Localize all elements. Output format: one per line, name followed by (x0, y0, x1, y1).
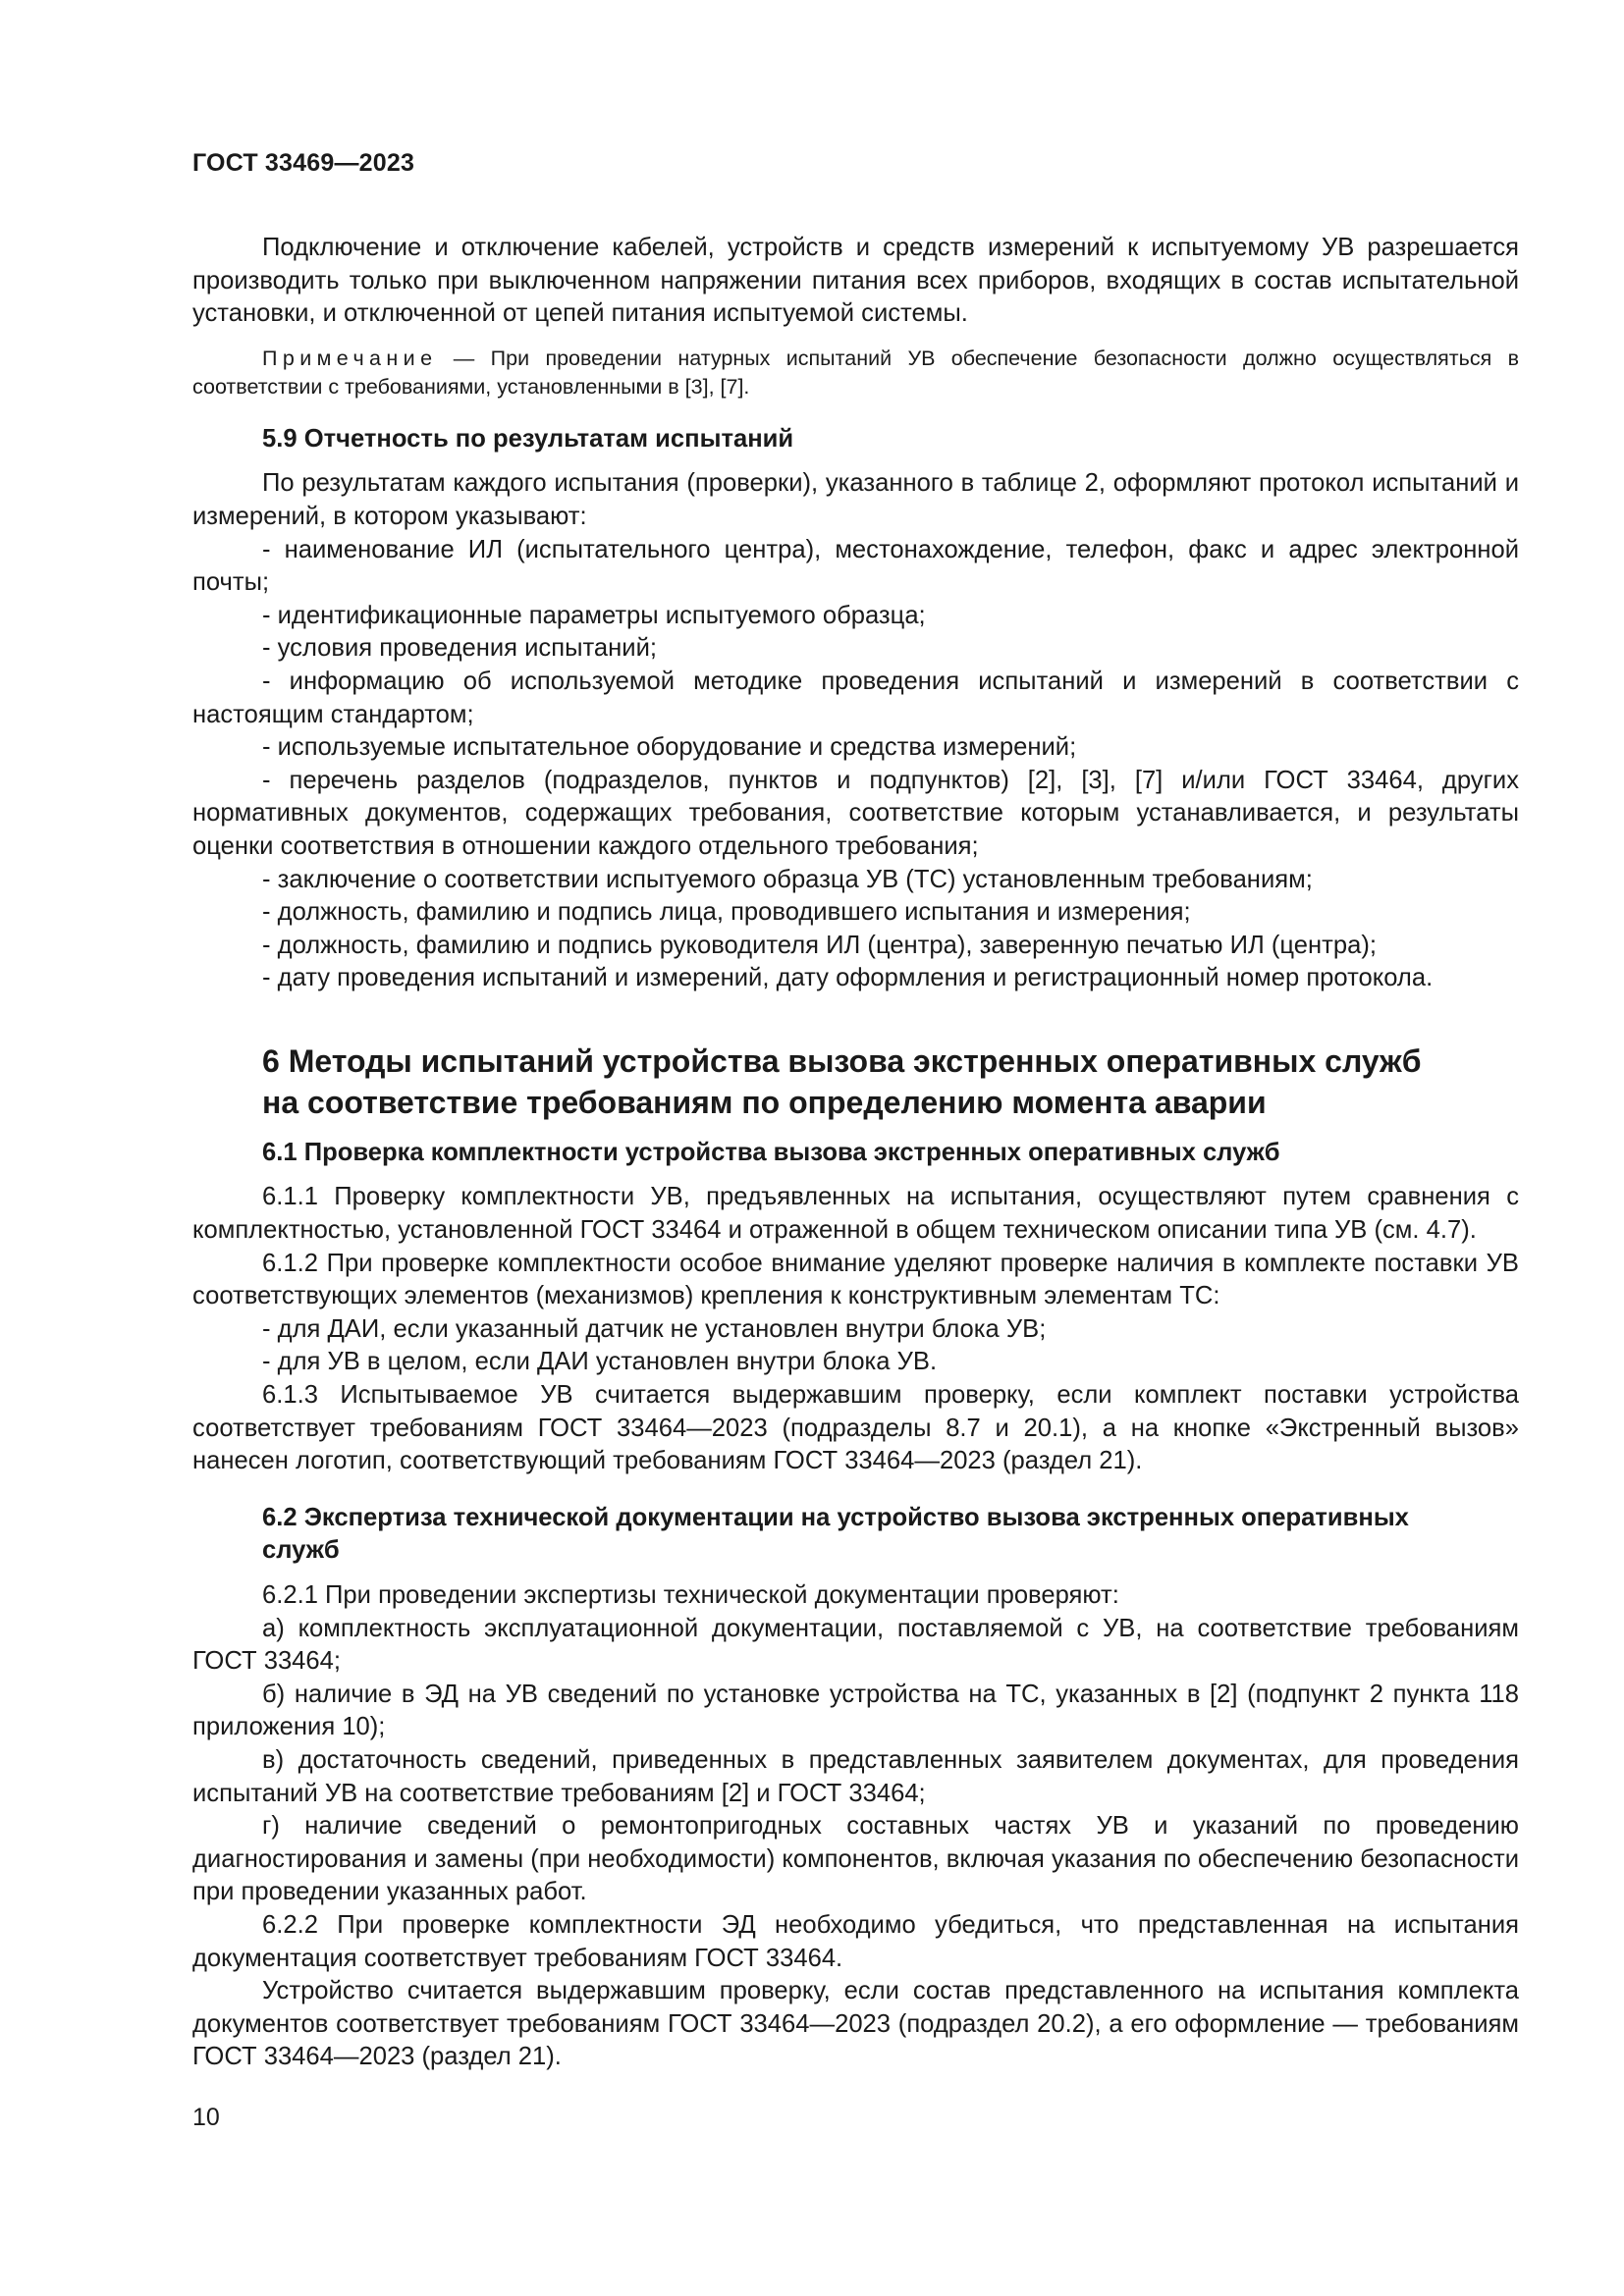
section-6-2-title-line2: служб (262, 1536, 340, 1565)
list-item: - наименование ИЛ (испытательного центра), местонахождение, телефон, факс и адрес электронной почты; (192, 535, 1519, 597)
paragraph-6-2-1: 6.2.1 При проведении экспертизы технической документации проверяют: (262, 1581, 1119, 1609)
list-item: - используемые испытательное оборудование и средства измерений; (262, 733, 1077, 762)
section-6-1-title: 6.1 Проверка комплектности устройства вызова экстренных оперативных служб (262, 1138, 1280, 1166)
list-item: а) комплектность эксплуатационной документации, поставляемой с УВ, на соответствие требованиям ГОСТ 33464; (192, 1614, 1519, 1676)
list-item: - информацию об используемой методике проведения испытаний и измерений в соответствии с настоящим стандартом; (192, 667, 1519, 728)
paragraph-6-1-1: 6.1.1 Проверку комплектности УВ, предъявленных на испытания, осуществляют путем сравнения с комплектностью, установленной ГОСТ 33464 и отраженной в общем техническом описании типа УВ (см. 4.7). (192, 1183, 1519, 1245)
document-code-header: ГОСТ 33469—2023 (192, 149, 415, 177)
note-text: — При проведении натурных испытаний УВ обеспечение безопасности должно осуществляться в соответствии с требованиями, установленными в [3], [7]. (192, 346, 1519, 399)
safety-note (192, 345, 1519, 401)
list-item: - дату проведения испытаний и измерений, дату оформления и регистрационный номер протокола. (262, 964, 1434, 992)
section-6-title-line2: на соответствие требованиям по определению момента аварии (262, 1084, 1267, 1120)
document-page (192, 147, 1519, 2074)
section-6-title (262, 1041, 1519, 1123)
list-item: - должность, фамилию и подпись лица, проводившего испытания и измерения; (262, 898, 1191, 927)
list-item: - должность, фамилию и подпись руководителя ИЛ (центра), заверенную печатью ИЛ (центра); (262, 931, 1377, 959)
section-5-9-title: 5.9 Отчетность по результатам испытаний (262, 424, 794, 453)
list-item: б) наличие в ЭД на УВ сведений по установке устройства на ТС, указанных в [2] (подпункт 2 пункта 118 приложения 10); (192, 1680, 1519, 1741)
paragraph-6-2-2: 6.2.2 При проверке комплектности ЭД необходимо убедиться, что представленная на испытания документация соответствует требованиям ГОСТ 33464. (192, 1910, 1519, 1972)
paragraph-6-1-3: 6.1.3 Испытываемое УВ считается выдержавшим проверку, если комплект поставки устройства соответствует требованиям ГОСТ 33464—2023 (подразделы 8.7 и 20.1), а на кнопке «Экстренный вызов» нанесен логотип, соответствующий требованиям ГОСТ 33464—2023 (раздел 21). (192, 1381, 1519, 1475)
list-item: - заключение о соответствии испытуемого образца УВ (ТС) установленным требованиям; (262, 865, 1313, 893)
list-item: - идентификационные параметры испытуемого образца; (262, 601, 926, 629)
list-item: г) наличие сведений о ремонтопригодных составных частях УВ и указаний по проведению диагностирования и замены (при необходимости) компонентов, включая указания по обеспечению безопасности при проведении указанных работ. (192, 1812, 1520, 1906)
intro-paragraph: Подключение и отключение кабелей, устройств и средств измерений к испытуемому УВ разрешается производить только при выключенном напряжении питания всех приборов, входящих в состав испытательной установки, и отключенной от цепей питания испытуемой системы. (192, 234, 1519, 328)
list-item: - для ДАИ, если указанный датчик не установлен внутри блока УВ; (262, 1314, 1047, 1343)
list-item: в) достаточность сведений, приведенных в представленных заявителем документах, для проведения испытаний УВ на соответствие требованиям [2] и ГОСТ 33464; (192, 1745, 1519, 1807)
list-item: - перечень разделов (подразделов, пунктов и подпунктов) [2], [3], [7] и/или ГОСТ 33464, других нормативных документов, содержащих требования, соответствие которым устанавливается, и результаты оценки соответствия в отношении каждого отдельного требования; (192, 766, 1519, 860)
section-5-9-intro: По результатам каждого испытания (проверки), указанного в таблице 2, оформляют протокол испытаний и измерений, в котором указывают: (192, 469, 1519, 530)
list-item: - условия проведения испытаний; (262, 634, 657, 663)
list-item: - для УВ в целом, если ДАИ установлен внутри блока УВ. (262, 1348, 938, 1376)
section-6-2-title (262, 1502, 1519, 1568)
page-number: 10 (192, 2104, 220, 2131)
section-6-title-line1: 6 Методы испытаний устройства вызова экстренных оперативных служб (262, 1042, 1422, 1079)
note-label: Примечание (262, 346, 438, 370)
conclusion-paragraph: Устройство считается выдержавшим проверку, если состав представленного на испытания комплекта документов соответствует требованиям ГОСТ 33464—2023 (подраздел 20.2), а его оформление — требованиям ГОСТ 33464—2023 (раздел 21). (192, 1977, 1519, 2071)
paragraph-6-1-2: 6.1.2 При проверке комплектности особое внимание уделяют проверке наличия в комплекте поставки УВ соответствующих элементов (механизмов) крепления к конструктивным элементам ТС: (192, 1249, 1519, 1310)
section-6-2-title-line1: 6.2 Экспертиза технической документации на устройство вызова экстренных оперативных (262, 1503, 1409, 1531)
